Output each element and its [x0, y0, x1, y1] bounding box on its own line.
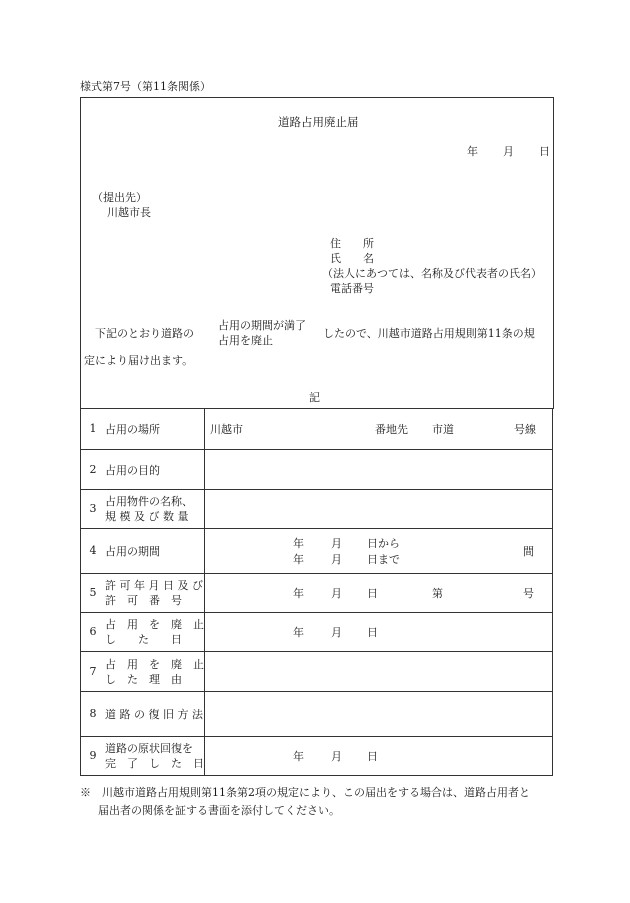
row-label-line: 占 用 を 廃 止	[105, 657, 204, 671]
restoration-method-field[interactable]	[205, 692, 553, 737]
object-field[interactable]	[205, 490, 553, 529]
footnote-line-1	[80, 784, 552, 802]
row8-label-cell	[81, 692, 205, 737]
footnote-mark: ※	[80, 786, 91, 799]
footnote-text-1: 川越市道路占用規則第11条第2項の規定により、この届出をする場合は、道路占用者と	[102, 786, 530, 799]
permit-day: 日	[367, 587, 378, 600]
row-number: 6	[89, 625, 97, 638]
body-choice-abolished: 占用を廃止	[218, 334, 273, 347]
footnote-text-2: 届出者の関係を証する書面を添付してください。	[98, 804, 340, 817]
route-suffix-text: 号線	[514, 423, 536, 436]
detail-table	[80, 408, 553, 776]
row6-label-cell	[81, 613, 205, 652]
row-number: 7	[89, 664, 97, 678]
abolish-date-field[interactable]	[205, 613, 553, 652]
row2-label-cell	[81, 450, 205, 490]
row-number: 1	[89, 422, 97, 435]
row-label	[105, 617, 204, 647]
row-label	[105, 494, 193, 524]
abolish-month: 月	[331, 626, 342, 639]
row-label: 占用の目的	[105, 463, 160, 477]
row-label	[105, 657, 204, 687]
table-row	[81, 409, 553, 450]
applicant-phone-label: 電話番号	[330, 282, 374, 295]
table-row	[81, 613, 553, 652]
table-row	[81, 737, 553, 776]
city-text: 川越市	[210, 423, 243, 436]
row-number: 3	[89, 502, 97, 515]
form-title: 道路占用廃止届	[278, 115, 359, 129]
date-year: 年	[467, 145, 478, 158]
row-label-line: し た 理 由	[105, 672, 182, 686]
body-tail: したので、川越市道路占用規則第11条の規	[323, 327, 535, 340]
reason-field[interactable]	[205, 652, 553, 692]
footnote	[80, 784, 552, 820]
row-number: 2	[89, 462, 97, 476]
row-label-line: 完 了 し た 日	[105, 757, 204, 770]
row-label-line: 道路の原状回復を	[105, 742, 193, 755]
row-label-line: 占用物件の名称、	[105, 495, 193, 508]
applicant-address-label: 住 所	[330, 237, 374, 250]
to-month: 月	[331, 553, 342, 566]
date-month: 月	[503, 145, 514, 158]
addressee-name: 川越市長	[107, 206, 151, 219]
restoration-date-field[interactable]	[205, 737, 553, 776]
body-continuation: 定により届け出ます。	[84, 354, 194, 367]
row-label	[105, 741, 204, 771]
shido-text: 市道	[432, 423, 454, 436]
row-number: 5	[89, 586, 97, 599]
period-suffix: 間	[523, 545, 534, 558]
row-number: 4	[89, 544, 97, 557]
row4-label-cell	[81, 529, 205, 574]
restored-month: 月	[331, 750, 342, 763]
row-label	[105, 578, 203, 608]
row-label: 占用の場所	[105, 423, 160, 436]
table-row	[81, 529, 553, 574]
from-month: 月	[331, 537, 342, 550]
row-number: 8	[89, 707, 97, 720]
purpose-field[interactable]	[205, 450, 553, 490]
addressee-label: （提出先）	[92, 191, 147, 204]
restored-day: 日	[367, 750, 378, 763]
from-year: 年	[293, 537, 304, 550]
table-row	[81, 490, 553, 529]
row-label: 道 路 の 復 旧 方 法	[105, 708, 203, 721]
applicant-name-label: 氏 名	[330, 252, 374, 265]
row5-label-cell	[81, 574, 205, 613]
permit-month: 月	[331, 587, 342, 600]
abolish-year: 年	[293, 626, 304, 639]
ki-heading: 記	[309, 391, 320, 404]
table-row	[81, 652, 553, 692]
body-lead: 下記のとおり道路の	[95, 327, 194, 340]
row3-label-cell	[81, 490, 205, 529]
table-row	[81, 450, 553, 490]
to-day: 日まで	[367, 553, 400, 566]
to-year: 年	[293, 553, 304, 566]
footnote-line-2	[80, 802, 552, 820]
table-row	[81, 692, 553, 737]
banchi-text: 番地先	[375, 423, 408, 436]
from-day: 日から	[367, 537, 400, 550]
abolish-day: 日	[367, 626, 378, 639]
row-label-line: 占 用 を 廃 止	[105, 618, 204, 631]
table-row	[81, 574, 553, 613]
permit-year: 年	[293, 587, 304, 600]
date-day: 日	[539, 145, 550, 158]
permit-field[interactable]	[205, 574, 553, 613]
row-label-line: 許 可 年 月 日 及 び	[105, 579, 203, 592]
row-number: 9	[89, 749, 97, 762]
row-label-line: 許 可 番 号	[105, 594, 182, 607]
row7-label-cell	[81, 652, 205, 692]
row-label-line: 規 模 及 び 数 量	[105, 510, 189, 523]
form-number: 様式第7号（第11条関係）	[80, 80, 211, 93]
location-field[interactable]	[205, 409, 553, 450]
row-label: 占用の期間	[105, 545, 160, 558]
applicant-corp-note: （法人にあつては、名称及び代表者の氏名）	[322, 267, 542, 280]
body-choice-expired: 占用の期間が満了	[218, 319, 306, 332]
row-label-line: し た 日	[105, 633, 182, 646]
period-field[interactable]	[205, 529, 553, 574]
restored-year: 年	[293, 750, 304, 763]
row9-label-cell	[81, 737, 205, 776]
permit-no-prefix: 第	[432, 587, 443, 600]
row1-label-cell	[81, 409, 205, 450]
permit-no-suffix: 号	[523, 587, 534, 600]
